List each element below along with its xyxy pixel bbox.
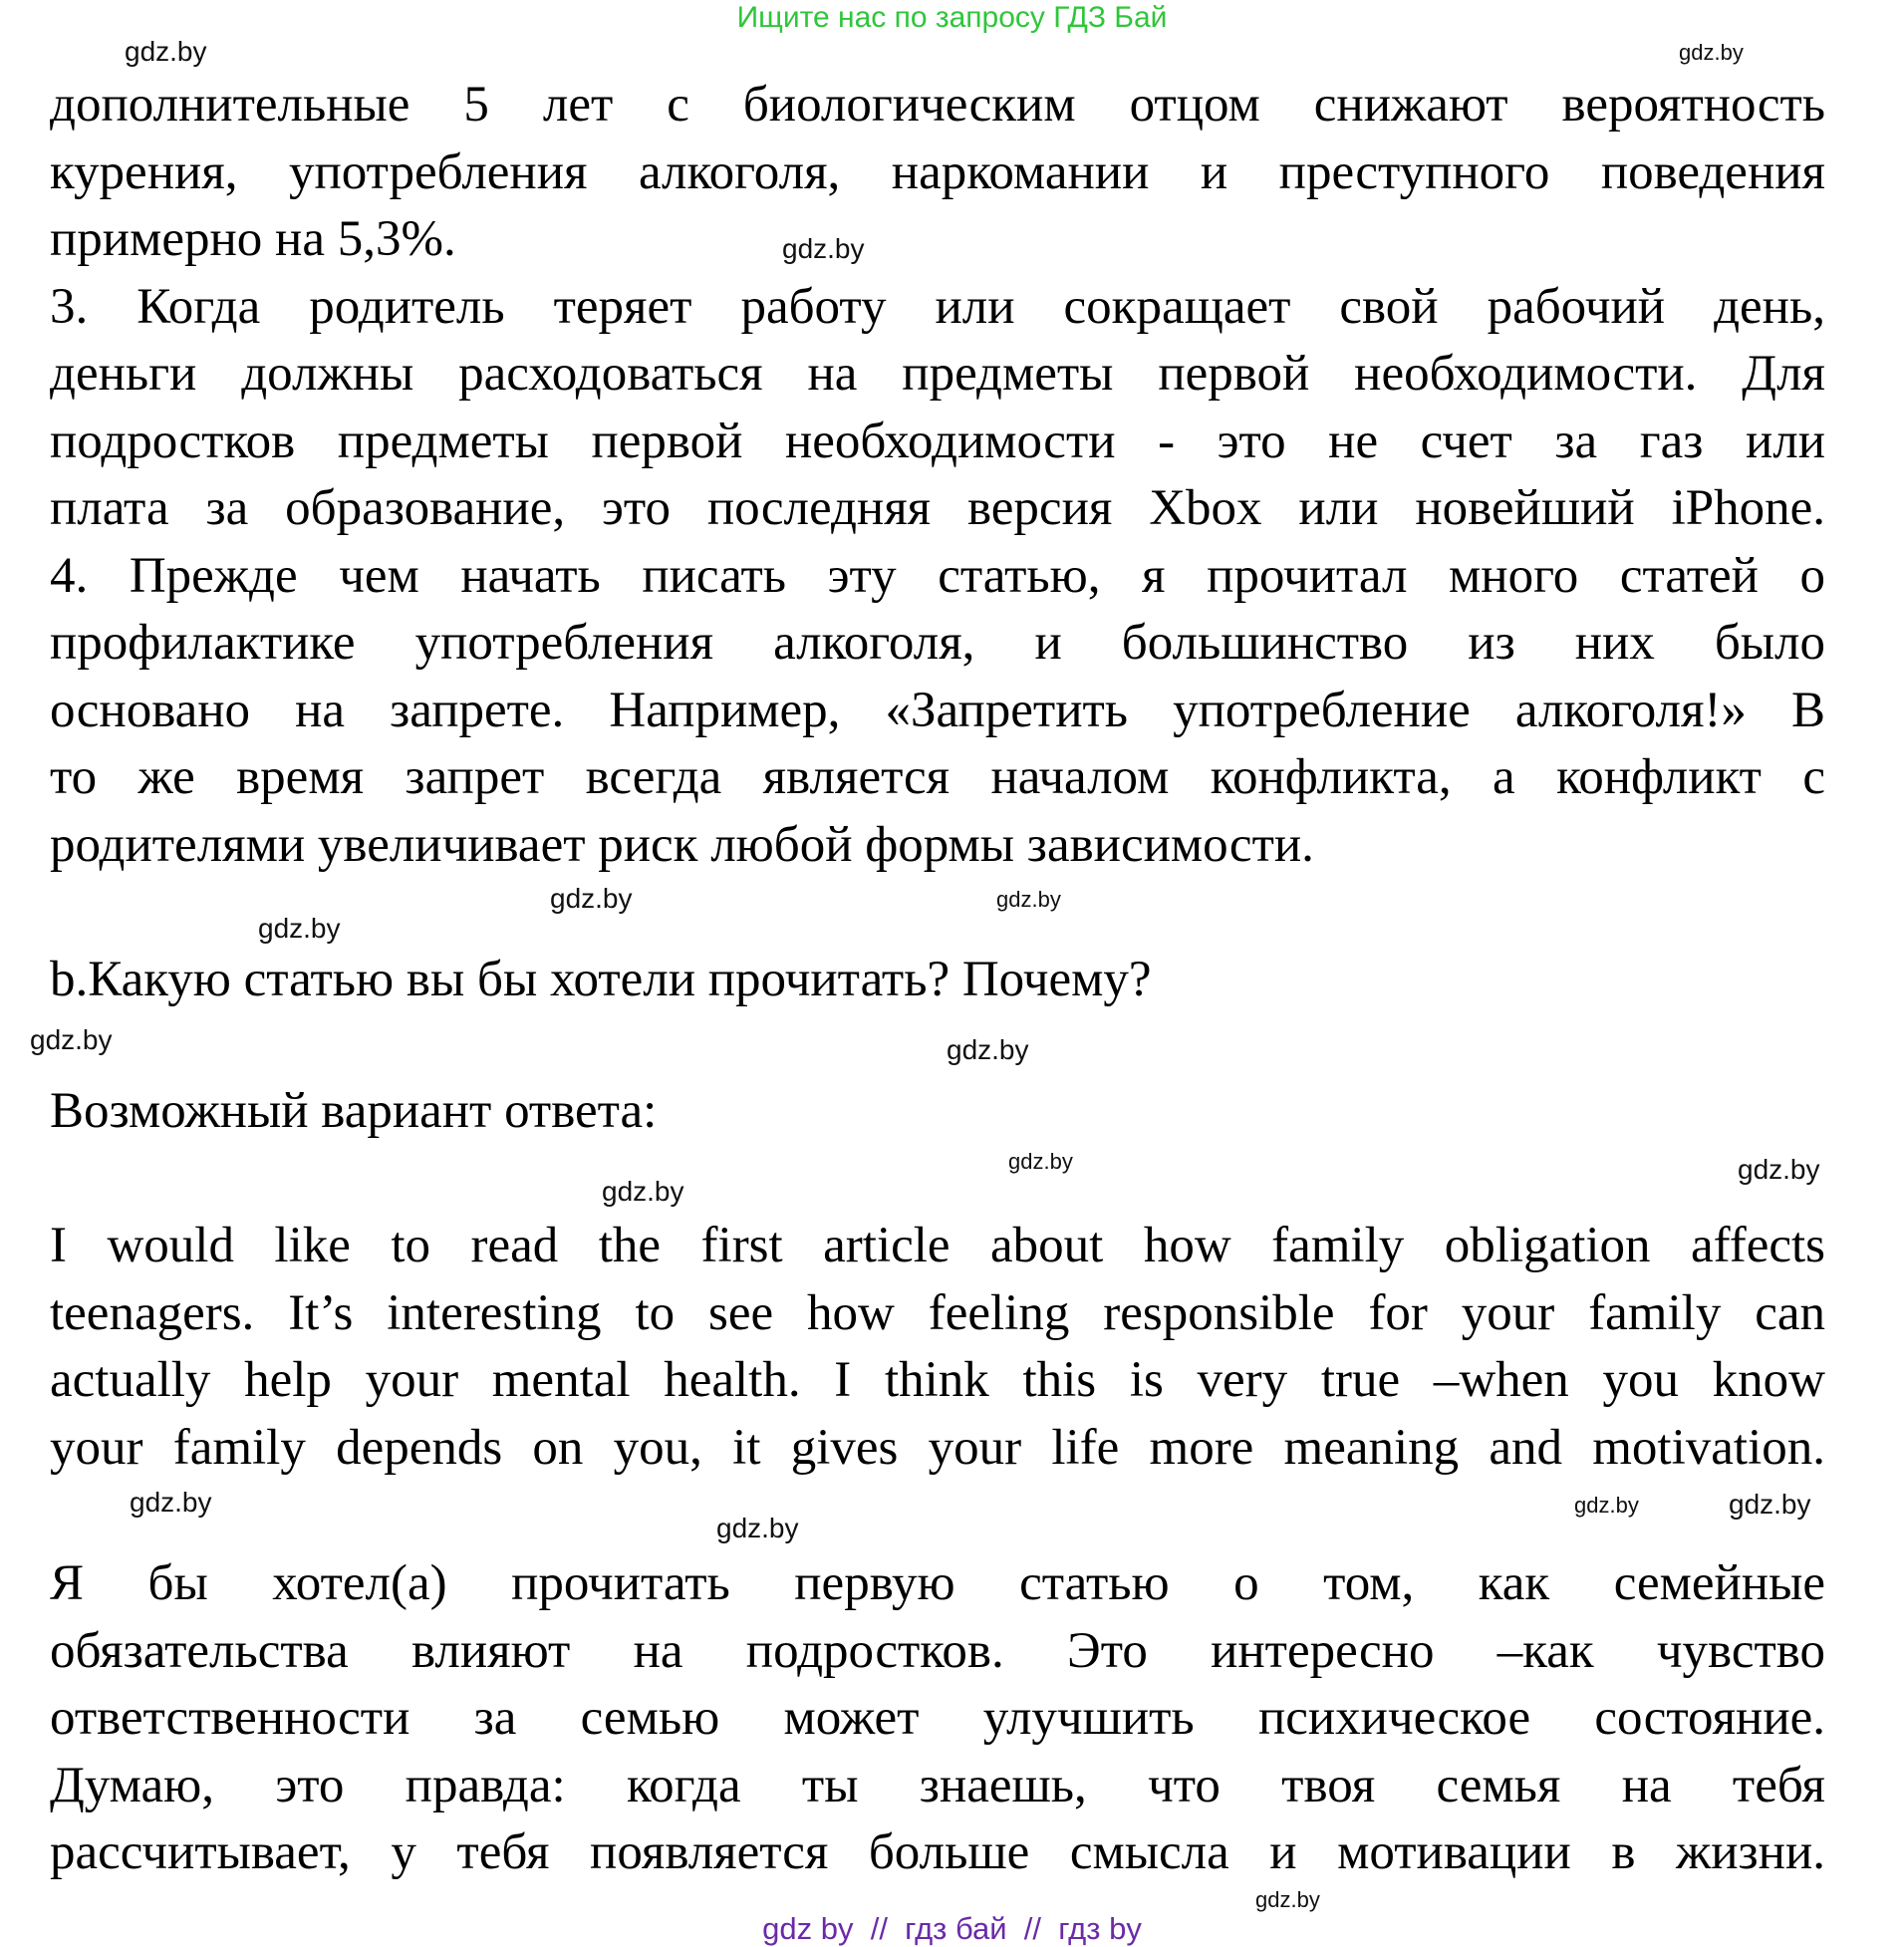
watermark: gdz.by [602, 1176, 684, 1207]
question [50, 947, 1825, 1014]
question-text: b.Какую статью вы бы хотели прочитать? Почему? [50, 952, 1152, 1007]
body-text [50, 72, 1825, 879]
text-line: подростков предметы первой необходимости - это не счет за газ или [50, 413, 1825, 469]
text-line: Думаю, это правда: когда ты знаешь, что твоя семья на тебя [50, 1757, 1825, 1813]
text-line: дополнительные 5 лет с биологическим отцом снижают вероятность [50, 77, 1825, 133]
watermark: gdz.by [30, 1024, 113, 1055]
text-line: профилактике употребления алкоголя, и большинство из них было [50, 615, 1825, 671]
text-line: I would like to read the first article about how family obligation affects [50, 1218, 1825, 1273]
text-line: рассчитывает, у тебя появляется больше смысла и мотивации в жизни. [50, 1824, 1825, 1880]
watermark: gdz.by [716, 1513, 799, 1543]
watermark: gdz.by [1255, 1887, 1320, 1912]
search-hint-header: Ищите нас по запросу ГДЗ Бай [736, 1, 1168, 34]
answer-label-text: Возможный вариант ответа: [50, 1083, 658, 1139]
text-line: курения, употребления алкоголя, наркомании и преступного поведения [50, 143, 1825, 200]
text-line: teenagers. It’s interesting to see how feeling responsible for your family can [50, 1284, 1825, 1341]
watermark: gdz.by [1574, 1493, 1639, 1518]
watermark: gdz.by [125, 36, 207, 67]
text-line: actually help your mental health. I think this is very true –when you know [50, 1352, 1825, 1408]
footer-links: gdz by // гдз бай // гдз by [762, 1911, 1142, 1946]
text-line: плата за образование, это последняя версия Xbox или новейший iPhone. [50, 480, 1825, 536]
watermark: gdz.by [550, 883, 633, 914]
text-line: your family depends on you, it gives your life more meaning and motivation. [50, 1419, 1825, 1476]
watermark: gdz.by [782, 233, 865, 264]
text-line: ответственности за семью может улучшить психическое состояние. [50, 1690, 1825, 1746]
english-answer [50, 1213, 1825, 1482]
text-line: 4. Прежде чем начать писать эту статью, я прочитал много статей о [50, 547, 1825, 604]
text-line: основано на запрете. Например, «Запретить употребление алкоголя!» В [50, 682, 1825, 738]
watermark: gdz.by [130, 1487, 212, 1518]
watermark: gdz.by [1008, 1149, 1073, 1174]
watermark: gdz.by [1729, 1489, 1811, 1520]
text-line: обязательства влияют на подростков. Это интересно –как чувство [50, 1622, 1825, 1679]
text-line: примерно на 5,3%. [50, 211, 456, 267]
watermark: gdz.by [1738, 1154, 1820, 1185]
russian-answer [50, 1550, 1825, 1887]
watermark: gdz.by [996, 887, 1061, 912]
watermark: gdz.by [947, 1034, 1029, 1065]
text-line: родителями увеличивает риск любой формы зависимости. [50, 816, 1314, 873]
text-line: 3. Когда родитель теряет работу или сокращает свой рабочий день, [50, 278, 1825, 335]
text-line: деньги должны расходоваться на предметы первой необходимости. Для [50, 346, 1825, 402]
watermark: gdz.by [258, 913, 341, 944]
watermark: gdz.by [1679, 40, 1744, 65]
answer-label [50, 1078, 1825, 1146]
text-line: Я бы хотел(а) прочитать первую статью о том, как семейные [50, 1555, 1825, 1611]
text-line: то же время запрет всегда является началом конфликта, а конфликт с [50, 749, 1825, 805]
